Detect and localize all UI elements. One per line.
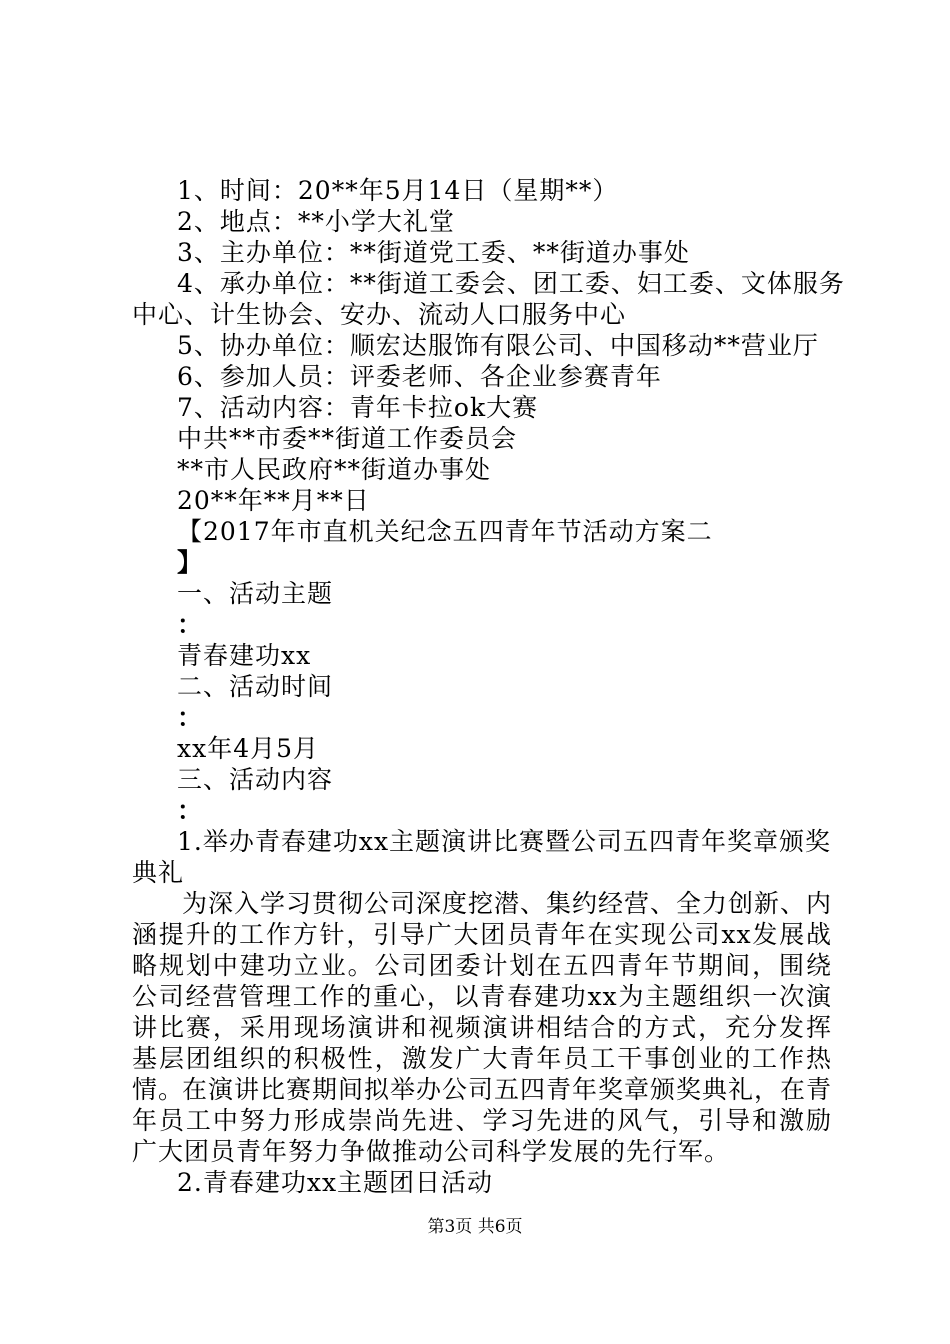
theme-value: 青春建功xx (177, 641, 312, 670)
item-co-organizer: 5、协办单位：顺宏达服饰有限公司、中国移动**营业厅 (177, 331, 819, 360)
paragraph-award-ceremony: 在演讲比赛期间拟举办公司五四青年奖章颁奖典礼，在青年员工中努力形成崇尚先进、学习先进的风气，引导和激励广大团员青年努力争做推动公司科学发展的先行军。 (132, 1075, 833, 1166)
item-undertaker-cont: 中心、计生协会、安办、流动人口服务中心 (132, 300, 627, 329)
subheading-league-day: 2.青春建功xx主题团日活动 (177, 1168, 494, 1197)
signature-committee: 中共**市委**街道工作委员会 (177, 424, 518, 453)
heading-time: 二、活动时间 (177, 672, 334, 701)
subheading-speech: 1.举办青春建功xx主题演讲比赛暨公司五四青年奖章颁奖 (177, 827, 832, 856)
item-location: 2、地点：**小学大礼堂 (177, 207, 455, 236)
paragraph-speech-intro: 为深入学习贯彻公司深度挖潜、集约经营、全力创新、内涵提升的工作方针，引导广大团员青年在实现公司xx发展战略规划中建功立业。公司团委计划在五四青年节期间，围绕公司经营管理工作的重心，以青春建功xx为主题组织一次演讲比赛，采用现场演讲和视频演讲相结合的方式，充分发挥基层团组织的积极性，激发广大青年员工干事创业的工作热情。 (132, 889, 833, 1104)
page-number: 第3页 共6页 (427, 1217, 523, 1237)
heading-time-colon: ： (177, 703, 204, 732)
signature-date: 20**年**月**日 (177, 486, 370, 515)
signature-government: **市人民政府**街道办事处 (177, 455, 492, 484)
heading-theme-colon: ： (177, 610, 204, 639)
heading-theme: 一、活动主题 (177, 579, 334, 608)
section-title: 【2017年市直机关纪念五四青年节活动方案二 (177, 517, 713, 546)
heading-content: 三、活动内容 (177, 765, 334, 794)
item-content: 7、活动内容：青年卡拉ok大赛 (177, 393, 539, 422)
heading-content-colon: ： (177, 796, 204, 825)
item-time: 1、时间：20**年5月14日（星期**） (177, 176, 619, 205)
subheading-speech-cont: 典礼 (132, 858, 185, 887)
item-participants: 6、参加人员：评委老师、各企业参赛青年 (177, 362, 662, 391)
item-undertaker: 4、承办单位：**街道工委会、团工委、妇工委、文体服务 (177, 269, 845, 298)
item-organizer: 3、主办单位：**街道党工委、**街道办事处 (177, 238, 690, 267)
section-title-bracket: 】 (177, 548, 204, 577)
time-value: xx年4月5月 (177, 734, 320, 763)
